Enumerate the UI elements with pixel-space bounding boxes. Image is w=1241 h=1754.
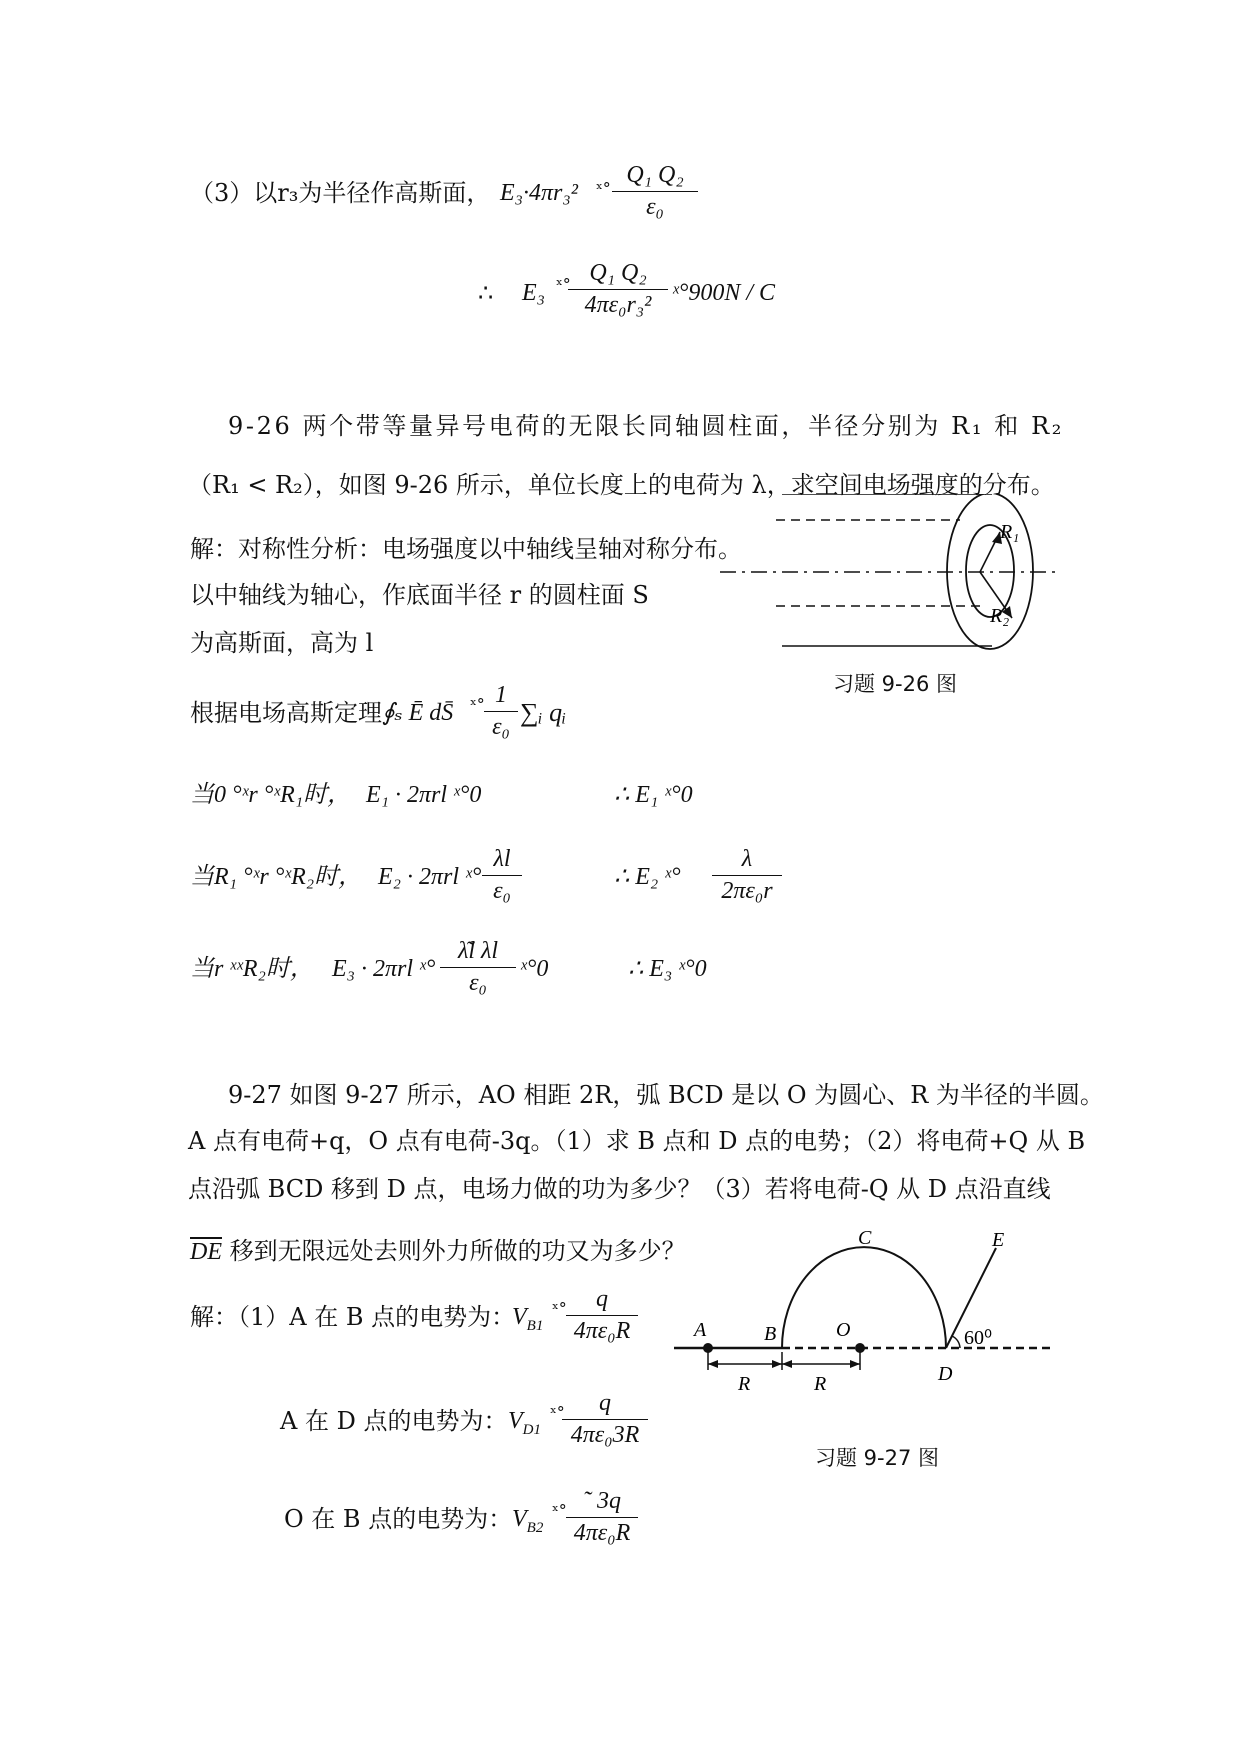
p927-sol1-v xyxy=(512,1302,543,1341)
fig927-angle-arc xyxy=(952,1336,960,1348)
p927-sol1-v-symbol: V xyxy=(512,1304,527,1330)
p927-sol2-sym: ˣ° xyxy=(550,1403,565,1422)
part3-eq2-fraction xyxy=(568,260,668,319)
p927-sol1-fraction xyxy=(566,1286,638,1345)
p927-line4-over: $\overline{DE}$ xyxy=(190,1239,222,1265)
part3-therefore: ∴ xyxy=(478,279,494,307)
p926-line1: 9-26 两个带等量异号电荷的无限长同轴圆柱面，半径分别为 R₁ 和 R₂ xyxy=(228,412,1065,440)
p927-sol3-sub: B2 xyxy=(526,1519,544,1536)
fig927-label-b: B xyxy=(764,1323,777,1345)
fig927-dim-arrow-4 xyxy=(850,1360,860,1368)
part3-eq1-sym: ˣ° xyxy=(596,179,611,198)
p926-sol2: 以中轴线为轴心，作底面半径 r 的圆柱面 S xyxy=(190,581,649,609)
p927-sol1-sym: ˣ° xyxy=(552,1299,567,1318)
fig927-label-a: A xyxy=(694,1319,707,1341)
fig927-caption: 习题 9-27 图 xyxy=(815,1446,940,1470)
p926-gauss-sum: ∑ᵢ qᵢ xyxy=(520,698,567,727)
fig927-label-angle: 60⁰ xyxy=(964,1327,993,1349)
p926-case3-res: ∴ E₃ ˣ°0 xyxy=(628,956,707,982)
p927-sol1-sub: B1 xyxy=(526,1317,544,1334)
p926-case2-res-den: 2πε₀r xyxy=(721,878,773,904)
p927-sol3-v-symbol: V xyxy=(512,1506,527,1532)
p927-sol2-num: q xyxy=(562,1390,648,1420)
p926-case1-cond: 当0 °ˣr °ˣR₁时， xyxy=(190,782,352,808)
fig927-label-o: O xyxy=(836,1319,851,1341)
p926-case2-fraction xyxy=(482,846,522,905)
fig927-label-d: D xyxy=(938,1363,953,1385)
p927-line1: 9-27 如图 9-27 所示，AO 相距 2R，弧 BCD 是以 O 为圆心、R 为半径的半圆。 xyxy=(228,1081,1104,1109)
fig927-point-a xyxy=(703,1343,713,1353)
p927-sol2-label: A 在 D 点的电势为： xyxy=(280,1407,508,1435)
p927-sol1-label: 解：（1）A 在 B 点的电势为： xyxy=(190,1303,516,1331)
part3-eq1-fraction xyxy=(612,162,698,221)
part3-label: （3）以r₃为半径作高斯面， xyxy=(190,179,491,207)
figure-9-27 xyxy=(660,1228,1060,1398)
fig927-dim-arrow-1 xyxy=(708,1360,718,1368)
p927-line2: A 点有电荷+q，O 点有电荷-3q。（1）求 B 点和 D 点的电势；（2）将电荷+Q 从 B xyxy=(188,1127,1086,1155)
p927-line3: 点沿弧 BCD 移到 D 点，电场力做的功为多少？（3）若将电荷-Q 从 D 点沿直线 xyxy=(188,1175,1051,1203)
p926-gauss-den: ε₀ xyxy=(492,714,510,740)
p927-sol3-den: 4πε₀R xyxy=(573,1520,631,1546)
fig927-label-e: E xyxy=(992,1229,1005,1251)
p926-case3-num: λ͂l λl xyxy=(440,938,516,968)
p926-gauss-left: ∮ₛ Ē dS̄ xyxy=(382,700,454,726)
p926-case3-den: ε₀ xyxy=(469,970,487,996)
figure-9-26 xyxy=(720,494,1060,694)
p926-case2-num: λl xyxy=(482,846,522,876)
part3-eq2-sym: ˣ° xyxy=(556,275,571,294)
p927-sol1-num: q xyxy=(566,1286,638,1316)
part3-eq2-result: ˣ°900N / C xyxy=(672,280,776,306)
p926-gauss-num: 1 xyxy=(484,682,518,712)
part3-eq2-num: Q₁ Q₂ xyxy=(568,260,668,290)
p926-case2-res-left: ∴ E₂ ˣ° xyxy=(614,864,681,890)
p927-sol2-fraction xyxy=(562,1390,648,1449)
p926-gauss-label: 根据电场高斯定理 xyxy=(190,699,382,727)
p927-sol2-sub: D1 xyxy=(522,1421,542,1438)
p927-sol3-fraction xyxy=(566,1488,638,1547)
p926-case2-cond: 当R₁ °ˣr °ˣR₂时， xyxy=(190,864,363,890)
fig926-label-r1: R₁ xyxy=(1000,521,1020,543)
p927-sol2-v xyxy=(508,1406,541,1445)
p926-case2-den: ε₀ xyxy=(493,878,511,904)
fig926-caption: 习题 9-26 图 xyxy=(833,672,958,696)
part3-eq1-left: E₃·4πr₃² xyxy=(500,180,578,206)
p927-sol2-v-symbol: V xyxy=(508,1408,523,1434)
part3-eq1-num: Q₁ Q₂ xyxy=(612,162,698,192)
p926-sol1: 解：对称性分析：电场强度以中轴线呈轴对称分布。 xyxy=(190,535,742,563)
p926-sol3: 为高斯面，高为 l xyxy=(190,629,374,657)
fig927-dim-arrow-3 xyxy=(782,1360,792,1368)
p927-line4 xyxy=(190,1236,686,1267)
fig927-label-r2: R xyxy=(814,1373,827,1395)
part3-eq2-left: E₃ xyxy=(522,280,546,306)
p926-case1-res: ∴ E₁ ˣ°0 xyxy=(614,782,693,808)
p927-sol2-den: 4πε₀3R xyxy=(570,1422,640,1448)
p926-case3-fraction xyxy=(440,938,516,997)
p926-case3-cond: 当r ˣˣR₂时， xyxy=(190,956,314,982)
p926-case2-res-num: λ xyxy=(712,846,782,876)
p926-line2: （R₁ < R₂），如图 9-26 所示，单位长度上的电荷为 λ，求空间电场强度的分布。 xyxy=(188,471,1055,499)
p926-gauss-sym: ˣ° xyxy=(470,695,485,714)
p927-sol3-num: ˜ 3q xyxy=(566,1488,638,1518)
fig927-semicircle xyxy=(782,1247,946,1348)
part3-eq1-den: ε₀ xyxy=(646,194,664,220)
p927-line4-rest: 移到无限远处去则外力所做的功又为多少？ xyxy=(222,1237,686,1265)
p927-sol3-sym: ˣ° xyxy=(552,1501,567,1520)
fig927-dim-arrow-2 xyxy=(772,1360,782,1368)
p926-gauss-fraction xyxy=(484,682,518,741)
fig927-label-c: C xyxy=(858,1228,872,1249)
p927-sol1-den: 4πε₀R xyxy=(573,1318,631,1344)
fig926-label-r2: R₂ xyxy=(990,605,1010,627)
part3-eq2-den: 4πε₀r₃² xyxy=(584,292,652,318)
p926-case3-after: ˣ°0 xyxy=(520,956,549,982)
p926-case3-eq: E₃ · 2πrl ˣ° xyxy=(332,956,436,982)
p926-case1-eq: E₁ · 2πrl ˣ°0 xyxy=(366,782,482,808)
fig927-point-o xyxy=(855,1343,865,1353)
p927-sol3-label: O 在 B 点的电势为： xyxy=(284,1505,513,1533)
p926-case2-eq: E₂ · 2πrl ˣ° xyxy=(378,864,482,890)
fig927-label-r1: R xyxy=(738,1373,751,1395)
p926-case2-res-fraction xyxy=(712,846,782,905)
p927-sol3-v xyxy=(512,1504,543,1543)
